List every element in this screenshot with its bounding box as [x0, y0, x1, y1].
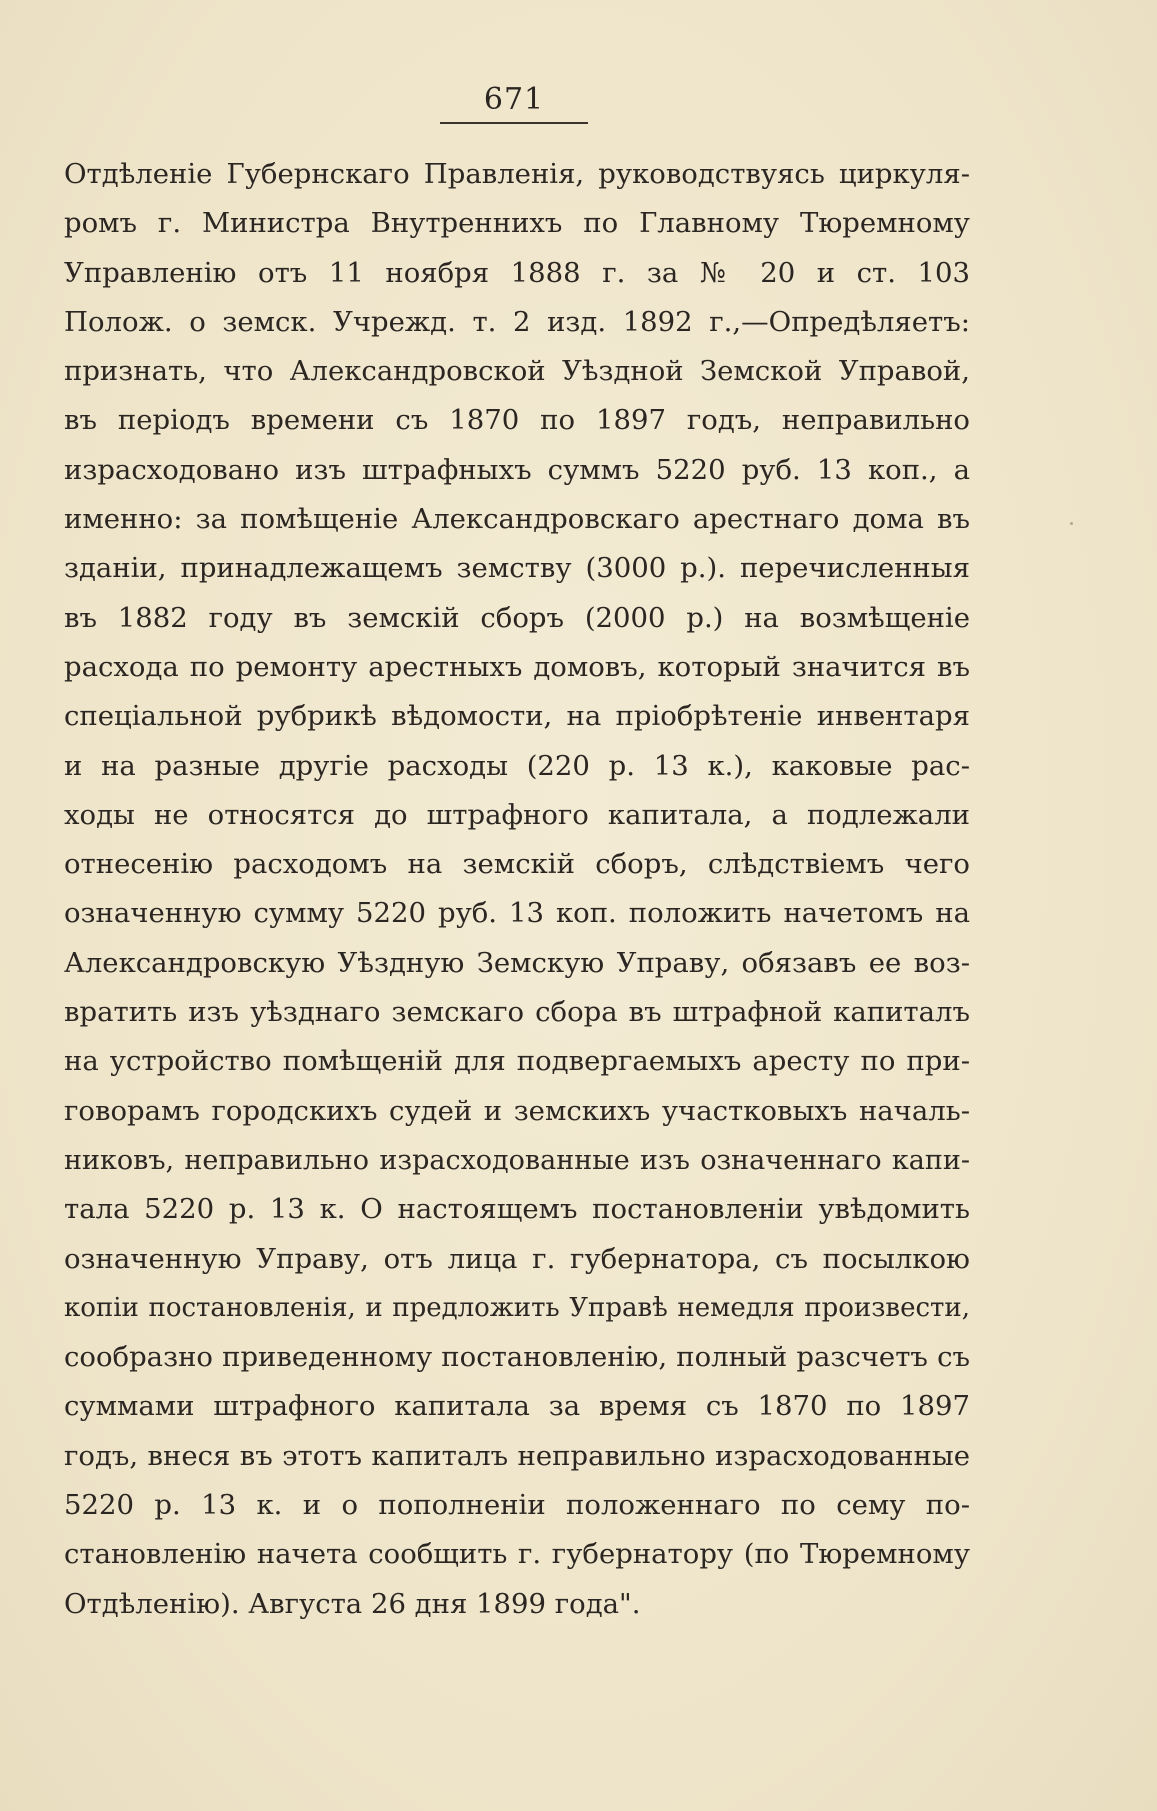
- text-line: становленію начета сообщить г. губернатору (по Тюремному: [64, 1538, 970, 1571]
- text-line: Управленію отъ 11 ноября 1888 г. за № 20 и ст. 103: [64, 256, 970, 289]
- text-line: Александровскую Уѣздную Земскую Управу, обязавъ ее воз-: [64, 946, 970, 979]
- text-line: на устройство помѣщеній для подвергаемыхъ аресту по при-: [64, 1045, 970, 1078]
- text-line: признать, что Александровской Уѣздной Земской Управой,: [64, 355, 970, 388]
- text-line: 5220 р. 13 к. и о пополненіи положеннаго по сему по-: [64, 1489, 970, 1522]
- paper-speck: [1070, 522, 1073, 525]
- text-line-last: Отдѣленію). Августа 26 дня 1899 года".: [64, 1587, 641, 1620]
- text-line: тала 5220 р. 13 к. О настоящемъ постановленіи увѣдомить: [64, 1193, 970, 1226]
- text-line: говорамъ городскихъ судей и земскихъ участковыхъ началь-: [64, 1094, 970, 1127]
- text-line: расхода по ремонту арестныхъ домовъ, который значится въ: [64, 650, 970, 683]
- text-line: именно: за помѣщеніе Александровскаго арестнаго дома въ: [64, 503, 970, 536]
- text-line: копіи постановленія, и предложить Управѣ немедля произвести,: [64, 1292, 970, 1323]
- text-line: ходы не относятся до штрафного капитала, а подлежали: [64, 798, 970, 831]
- text-line: годъ, внеся въ этотъ капиталъ неправильно израсходованные: [64, 1439, 970, 1472]
- text-line: вратить изъ уѣзднаго земскаго сбора въ штрафной капиталъ: [64, 996, 970, 1029]
- text-line: зданіи, принадлежащемъ земству (3000 р.). перечисленныя: [64, 552, 970, 585]
- text-line: означенную сумму 5220 руб. 13 коп. положить начетомъ на: [64, 897, 970, 930]
- text-line: никовъ, неправильно израсходованные изъ означеннаго капи-: [64, 1144, 970, 1176]
- text-line: ромъ г. Министра Внутреннихъ по Главному Тюремному: [64, 207, 970, 240]
- page-number: 671: [483, 82, 545, 117]
- text-line: въ 1882 году въ земскій сборъ (2000 р.) на возмѣщеніе: [64, 601, 970, 634]
- text-line: израсходовано изъ штрафныхъ суммъ 5220 руб. 13 коп., а: [64, 453, 970, 486]
- page-number-rule: [440, 122, 588, 124]
- text-line: Отдѣленіе Губернскаго Правленія, руководствуясь циркуля-: [64, 158, 970, 190]
- text-line: Полож. о земск. Учрежд. т. 2 изд. 1892 г.,—Опредѣляетъ:: [64, 305, 970, 338]
- body-text: [64, 150, 970, 1629]
- text-line: и на разные другіе расходы (220 р. 13 к.), каковые рас-: [64, 749, 970, 782]
- text-line: отнесенію расходомъ на земскій сборъ, слѣдствіемъ чего: [64, 848, 970, 881]
- text-line: означенную Управу, отъ лица г. губернатора, съ посылкою: [64, 1242, 970, 1275]
- text-line: спеціальной рубрикѣ вѣдомости, на пріобрѣтеніе инвентаря: [64, 700, 970, 733]
- text-line: суммами штрафного капитала за время съ 1870 по 1897: [64, 1390, 970, 1423]
- text-line: сообразно приведенному постановленію, полный разсчетъ съ: [64, 1341, 970, 1374]
- text-line: въ періодъ времени съ 1870 по 1897 годъ, неправильно: [64, 404, 970, 437]
